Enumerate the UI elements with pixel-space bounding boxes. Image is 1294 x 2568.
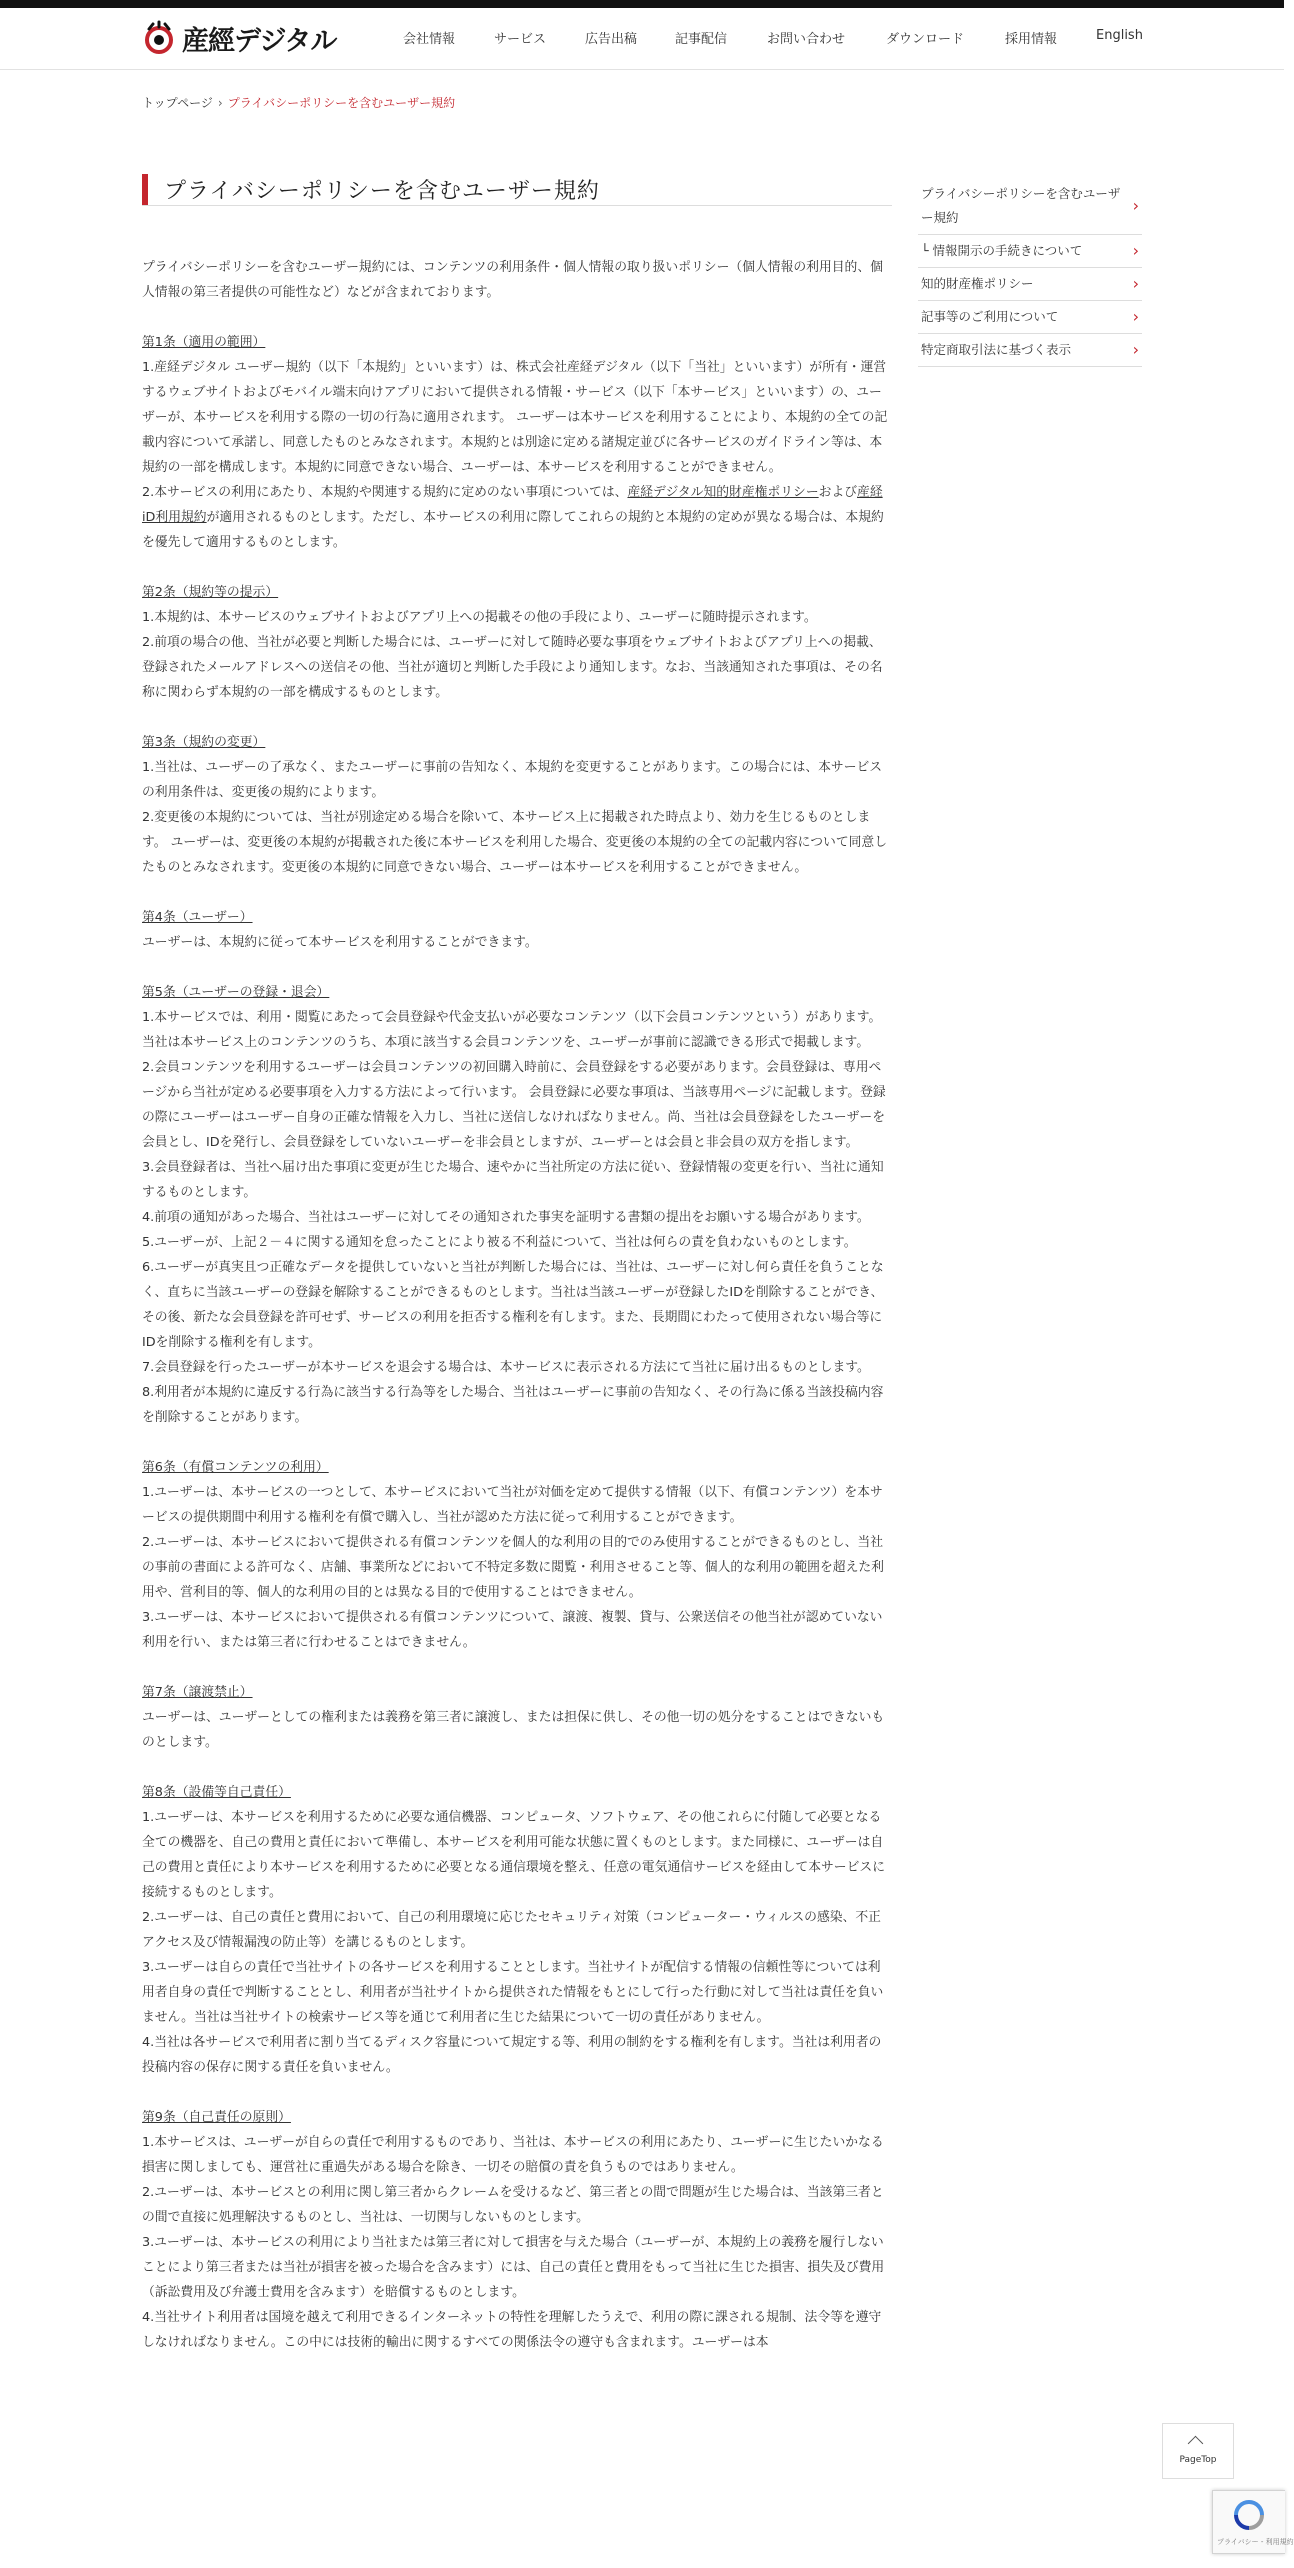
- section-3: [142, 730, 888, 880]
- section-heading: 第3条（規約の変更）: [142, 735, 266, 750]
- section-9: [142, 2105, 888, 2355]
- recaptcha-text: プライバシー - 利用規約: [1217, 2538, 1294, 2546]
- title-accent-bar: [142, 174, 148, 205]
- section-paragraph: 2.ユーザーは、本サービスにおいて提供される有償コンテンツを個人的な利用の目的でのみ使用することができるものとし、当社の事前の書面による許可なく、店舗、事業所などにおいて不特定多数に閲覧・利用させること等、個人的な利用の範囲を超えた利用や、営利目的等、個人的な利用の目的とは異なる目的で使用することはできません。: [142, 1535, 884, 1600]
- section-paragraph: 4.当社は各サービスで利用者に割り当てるディスク容量について規定する等、利用の制約をする権利を有します。当社は利用者の投稿内容の保存に関する責任を負いません。: [142, 2035, 882, 2075]
- ip-policy-link[interactable]: 産経デジタル知的財産権ポリシー: [627, 485, 819, 500]
- section-paragraph: 2.ユーザーは、本サービスとの利用に関し第三者からクレームを受けるなど、第三者との間で問題が生じた場合は、当該第三者との間で直接に処理解決するものとし、当社は、一切関与しないものとします。: [142, 2185, 884, 2225]
- main-nav: [0, 28, 1284, 58]
- chevron-right-icon: ›: [1132, 196, 1139, 215]
- paragraph-text: および: [818, 485, 858, 500]
- sidebar-item-privacy-policy[interactable]: [918, 178, 1142, 235]
- sidebar-item-commercial-law[interactable]: [918, 334, 1142, 367]
- nav-item-company[interactable]: 会社情報: [403, 32, 456, 47]
- section-heading: 第4条（ユーザー）: [142, 910, 253, 925]
- recaptcha-icon: [1233, 2499, 1265, 2531]
- section-paragraph: 2.ユーザーは、自己の責任と費用において、自己の利用環境に応じたセキュリティ対策（コンピューター・ウィルスの感染、不正アクセス及び情報漏洩の防止等）を講じるものとします。: [142, 1910, 881, 1950]
- breadcrumb: [142, 94, 455, 111]
- section-paragraph: 3.会員登録者は、当社へ届け出た事項に変更が生じた場合、速やかに当社所定の方法に従い、登録情報の変更を行い、当社に通知するものとします。: [142, 1160, 884, 1200]
- section-paragraph: 1.ユーザーは、本サービスを利用するために必要な通信機器、コンピュータ、ソフトウェア、その他これらに付随して必要となる全ての機器を、自己の費用と責任において準備し、本サービスを利用可能な状態に置くものとします。また同様に、ユーザーは自己の費用と責任により本サービスを利用するために必要となる通信環境を整え、任意の電気通信サービスを経由して本サービスに接続するものとします。: [142, 1810, 885, 1900]
- section-heading: 第7条（譲渡禁止）: [142, 1685, 253, 1700]
- sidebar-item-ip-policy[interactable]: [918, 268, 1142, 301]
- section-paragraph: 1.当社は、ユーザーの了承なく、またユーザーに事前の告知なく、本規約を変更することがあります。この場合には、本サービスの利用条件は、変更後の規約によります。: [142, 760, 883, 800]
- sidebar-item-article-usage[interactable]: [918, 301, 1142, 334]
- arrow-up-icon: [1188, 2436, 1204, 2452]
- sidebar-item-label: └ 情報開示の手続きについて: [921, 243, 1083, 258]
- section-paragraph: 2.会員コンテンツを利用するユーザーは会員コンテンツの初回購入時前に、会員登録をする必要があります。会員登録は、専用ページから当社が定める必要事項を入力する方法によって行います。 会員登録に必要な事項は、当該専用ページに記載します。登録の際にユーザーはユーザー自身の正確な情報を入力し、当社に送信しなければなりません。尚、当社は会員登録をしたユーザーを会員とし、IDを発行し、会員登録をしていないユーザーを非会員としますが、ユーザーとは会員と非会員の双方を指します。: [142, 1060, 886, 1150]
- sidebar-item-label: 記事等のご利用について: [921, 309, 1059, 324]
- main-content: [142, 255, 888, 2355]
- chevron-right-icon: ›: [1132, 340, 1139, 359]
- section-heading: 第9条（自己責任の原則）: [142, 2110, 291, 2125]
- section-1: [142, 330, 888, 555]
- page-title: プライバシーポリシーを含むユーザー規約: [164, 179, 600, 204]
- section-paragraph-links: [142, 480, 888, 555]
- section-heading: 第2条（規約等の提示）: [142, 585, 279, 600]
- section-paragraph: 7.会員登録を行ったユーザーが本サービスを退会する場合は、本サービスに表示される方法にて当社に届け出るものとします。: [142, 1360, 870, 1375]
- section-paragraph: 3.ユーザーは自らの責任で当社サイトの各サービスを利用することとします。当社サイトが配信する情報の信頼性等については利用者自身の責任で判断することとし、利用者が当社サイトから提供された情報をもとにして行った行動に対して当社は責任を負いません。当社は当社サイトの検索サービス等を通じて利用者に生じた結果について一切の責任がありません。: [142, 1960, 884, 2025]
- sankei-id-terms-link[interactable]: 産経iD利用規約: [142, 485, 883, 525]
- breadcrumb-current: プライバシーポリシーを含むユーザー規約: [227, 96, 456, 110]
- page-top-label: PageTop: [1179, 2455, 1217, 2465]
- section-heading: 第5条（ユーザーの登録・退会）: [142, 985, 330, 1000]
- section-paragraph: 1.ユーザーは、本サービスの一つとして、本サービスにおいて当社が対価を定めて提供する情報（以下、有償コンテンツ）を本サービスの提供期間中利用する権利を有償で購入し、当社が認めた方法に従って利用することができます。: [142, 1485, 883, 1525]
- nav-item-syndication[interactable]: 記事配信: [675, 32, 728, 47]
- section-paragraph: 1.本サービスでは、利用・閲覧にあたって会員登録や代金支払いが必要なコンテンツ（以下会員コンテンツという）があります。当社は本サービス上のコンテンツのうち、本項に該当する会員コンテンツを、ユーザーが事前に認識できる形式で掲載します。: [142, 1010, 882, 1050]
- chevron-right-icon: ›: [1132, 241, 1139, 260]
- sidebar-item-label: 特定商取引法に基づく表示: [921, 342, 1072, 357]
- logo-text: 産經デジタル: [182, 25, 337, 57]
- sidebar-item-label: 知的財産権ポリシー: [921, 276, 1034, 291]
- section-paragraph: 2.変更後の本規約については、当社が別途定める場合を除いて、本サービス上に掲載された時点より、効力を生じるものとします。 ユーザーは、変更後の本規約が掲載された後に本サービスを利用した場合、変更後の本規約の全ての記載内容について同意したものとみなされます。変更後の本規約に同意できない場合、ユーザーは本サービスを利用することができません。: [142, 810, 888, 875]
- page-title-block: [142, 172, 892, 206]
- intro-text: プライバシーポリシーを含むユーザー規約には、コンテンツの利用条件・個人情報の取り扱いポリシー（個人情報の利用目的、個人情報の第三者提供の可能性など）などが含まれております。: [142, 260, 883, 300]
- paragraph-text: 2.本サービスの利用にあたり、本規約や関連する規約に定めのない事項については、: [142, 485, 628, 500]
- section-heading: 第6条（有償コンテンツの利用）: [142, 1460, 329, 1475]
- nav-item-advertising[interactable]: 広告出稿: [585, 32, 638, 47]
- section-heading: 第1条（適用の範囲）: [142, 335, 266, 350]
- section-paragraph: 8.利用者が本規約に違反する行為に該当する行為等をした場合、当社はユーザーに事前の告知なく、その行為に係る当該投稿内容を削除することがあります。: [142, 1385, 884, 1425]
- section-heading: 第8条（設備等自己責任）: [142, 1785, 291, 1800]
- section-6: [142, 1455, 888, 1655]
- recaptcha-badge[interactable]: [1212, 2490, 1294, 2554]
- nav-item-contact[interactable]: お問い合わせ: [767, 32, 846, 47]
- section-paragraph: ユーザーは、本規約に従って本サービスを利用することができます。: [142, 935, 538, 950]
- section-8: [142, 1780, 888, 2080]
- sidebar-item-disclosure[interactable]: [918, 235, 1142, 268]
- site-header: [0, 8, 1284, 70]
- chevron-right-icon: ›: [1132, 274, 1139, 293]
- section-paragraph: 1.本規約は、本サービスのウェブサイトおよびアプリ上への掲載その他の手段により、ユーザーに随時提示されます。: [142, 610, 817, 625]
- section-paragraph: 5.ユーザーが、上記２－４に関する通知を怠ったことにより被る不利益について、当社は何らの責を負わないものとします。: [142, 1235, 857, 1250]
- nav-item-english[interactable]: English: [1096, 28, 1143, 43]
- section-paragraph: 1.本サービスは、ユーザーが自らの責任で利用するものであり、当社は、本サービスの利用にあたり、ユーザーに生じたいかなる損害に関しましても、運営社に重過失がある場合を除き、一切その賠償の責を負うものではありません。: [142, 2135, 884, 2175]
- section-2: [142, 580, 888, 705]
- section-4: [142, 905, 888, 955]
- section-7: [142, 1680, 888, 1755]
- top-black-bar: [0, 0, 1284, 8]
- nav-item-services[interactable]: サービス: [494, 32, 547, 47]
- section-paragraph: 3.ユーザーは、本サービスの利用により当社または第三者に対して損害を与えた場合（ユーザーが、本規約上の義務を履行しないことにより第三者または当社が損害を被った場合を含みます）には、自己の責任と費用をもって当社に生じた損害、損失及び費用（訴訟費用及び弁護士費用を含みます）を賠償するものとします。: [142, 2235, 885, 2300]
- sidebar-item-label: プライバシーポリシーを含むユーザー規約: [921, 186, 1121, 225]
- section-paragraph: 6.ユーザーが真実且つ正確なデータを提供していないと当社が判断した場合には、当社は、ユーザーに対し何ら責任を負うことなく、直ちに当該ユーザーの登録を解除することができるものとします。当社は当該ユーザーが登録したIDを削除することができ、その後、新たな会員登録を許可せず、サービスの利用を拒否する権利を有します。また、長期間にわたって使用されない場合等にIDを削除する権利を有します。: [142, 1260, 884, 1350]
- nav-item-download[interactable]: ダウンロード: [886, 32, 965, 47]
- paragraph-text: が適用されるものとします。ただし、本サービスの利用に際してこれらの規約と本規約の定めが異なる場合は、本規約を優先して適用するものとします。: [142, 510, 884, 550]
- section-paragraph: ユーザーは、ユーザーとしての権利または義務を第三者に譲渡し、または担保に供し、その他一切の処分をすることはできないものとします。: [142, 1710, 885, 1750]
- sidebar-nav: [918, 178, 1142, 367]
- page-top-button[interactable]: [1162, 2423, 1234, 2479]
- breadcrumb-separator-icon: ›: [217, 96, 223, 110]
- section-paragraph: 3.ユーザーは、本サービスにおいて提供される有償コンテンツについて、譲渡、複製、貸与、公衆送信その他当社が認めていない利用を行い、または第三者に行わせることはできません。: [142, 1610, 883, 1650]
- section-paragraph: 4.前項の通知があった場合、当社はユーザーに対してその通知された事実を証明する書類の提出をお願いする場合があります。: [142, 1210, 870, 1225]
- breadcrumb-home[interactable]: トップページ: [142, 96, 213, 110]
- section-paragraph: 2.前項の場合の他、当社が必要と判断した場合には、ユーザーに対して随時必要な事項をウェブサイトおよびアプリ上への掲載、登録されたメールアドレスへの送信その他、当社が適切と判断した手段により通知します。なお、当該通知された事項は、その名称に関わらず本規約の一部を構成するものとします。: [142, 635, 883, 700]
- section-paragraph: 1.産経デジタル ユーザー規約（以下「本規約」といいます）は、株式会社産経デジタル（以下「当社」といいます）が所有・運営するウェブサイトおよびモバイル端末向けアプリにおいて提供される情報・サービス（以下「本サービス」といいます）の、ユーザーが、本サービスを利用する際の一切の行為に適用されます。 ユーザーは本サービスを利用することにより、本規約の全ての記載内容について承諾し、同意したものとみなされます。本規約とは別途に定める諸規定並びに各サービスのガイドライン等は、本規約の一部を構成します。本規約に同意できない場合、ユーザーは、本サービスを利用することができません。: [142, 360, 888, 475]
- chevron-right-icon: ›: [1132, 307, 1139, 326]
- nav-item-recruit[interactable]: 採用情報: [1005, 32, 1058, 47]
- section-5: [142, 980, 888, 1430]
- section-paragraph: 4.当社サイト利用者は国境を越えて利用できるインターネットの特性を理解したうえで、利用の際に課される規制、法令等を遵守しなければなりません。この中には技術的輸出に関するすべての関係法令の遵守も含まれます。ユーザーは本: [142, 2310, 882, 2350]
